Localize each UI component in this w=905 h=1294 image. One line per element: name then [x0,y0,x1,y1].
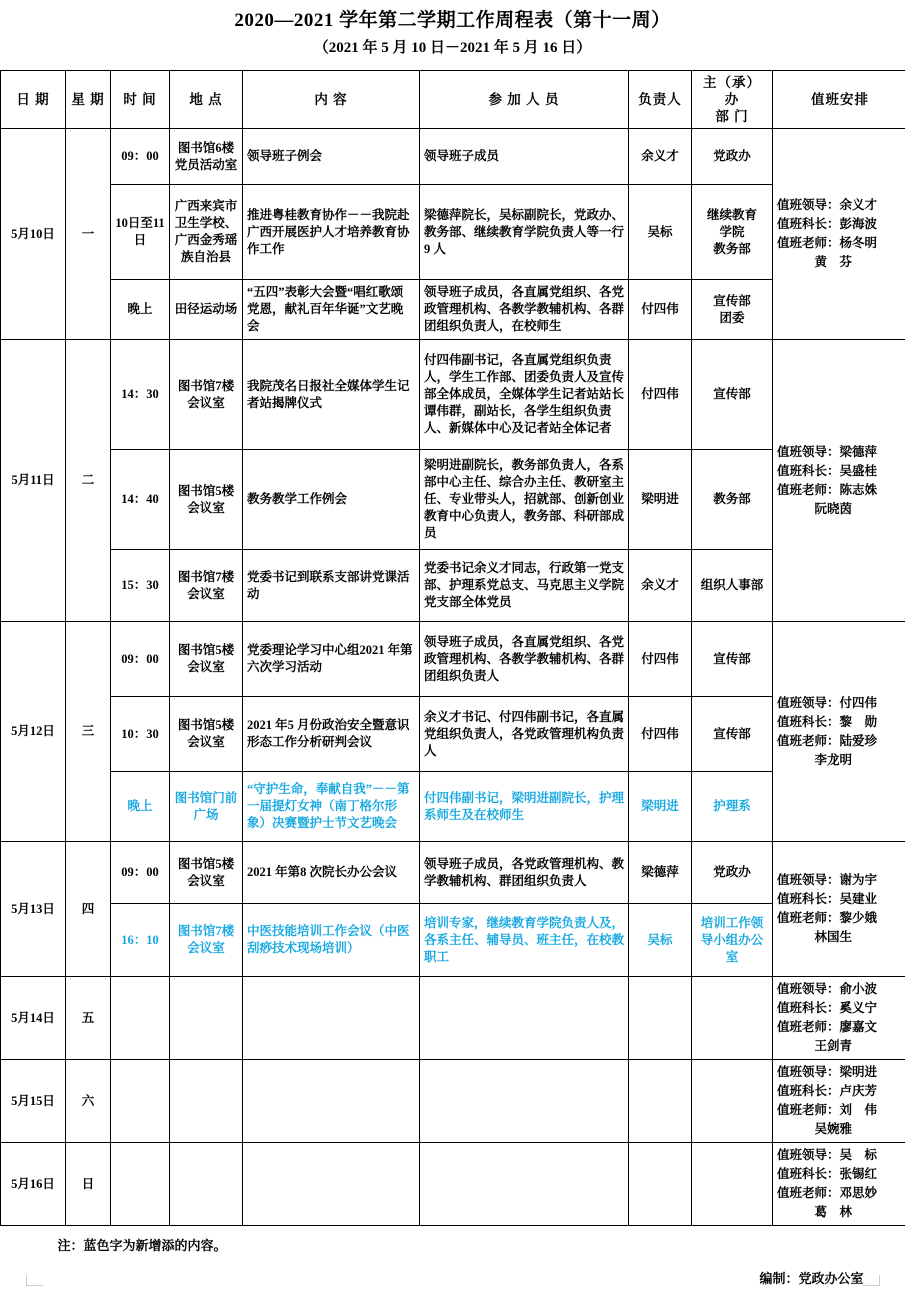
table-row [1,904,905,977]
duty-line: 值班领导：梁明进 [777,1063,903,1082]
table-body [1,129,905,1226]
table-row [1,340,905,450]
cell-duty-schedule [773,842,905,977]
cell-department: 宣传部 团委 [692,280,773,340]
cell-place [170,977,243,1060]
cell-weekday: 六 [66,1060,111,1143]
table-row [1,622,905,697]
duty-line: 值班科长：彭海波 [777,215,903,234]
cell-weekday: 四 [66,842,111,977]
duty-line: 值班领导：梁德萍 [777,443,903,462]
table-row [1,842,905,904]
cell-duty-schedule [773,622,905,842]
cell-department: 继续教育 学院 教务部 [692,185,773,280]
cell-time: 16：10 [111,904,170,977]
header-row [1,71,905,129]
duty-line: 值班领导：余义才 [777,196,903,215]
cell-owner: 付四伟 [629,280,692,340]
cell-place: 田径运动场 [170,280,243,340]
cell-date: 5月14日 [1,977,66,1060]
cell-participants: 领导班子成员，各直属党组织、各党政管理机构、各教学教辅机构、各群团组织负责人，在校师生 [420,280,629,340]
column-header-department-line2: 部 门 [715,109,748,124]
duty-line: 值班科长：吴盛桂 [777,462,903,481]
cell-department: 党政办 [692,129,773,185]
cell-date: 5月16日 [1,1143,66,1226]
cell-time: 10：30 [111,697,170,772]
duty-line: 值班老师：黎少娥 [777,909,903,928]
table-row [1,1143,905,1226]
cell-time: 晚上 [111,772,170,842]
table-row [1,1060,905,1143]
duty-line: 值班领导：吴 标 [777,1146,903,1165]
duty-line: 吴婉雅 [777,1120,903,1139]
page-subtitle: （2021 年 5 月 10 日－2021 年 5 月 16 日） [0,36,905,60]
column-header-department [692,71,773,129]
page-corner-mark-right [863,1275,880,1286]
table-row [1,450,905,550]
duty-line: 值班老师：杨冬明 [777,234,903,253]
cell-participants: 培训专家，继续教育学院负责人及，各系主任、辅导员、班主任，在校教职工 [420,904,629,977]
cell-place: 图书馆门前广场 [170,772,243,842]
cell-content: 我院茂名日报社全媒体学生记者站揭牌仪式 [243,340,420,450]
cell-owner [629,977,692,1060]
cell-duty-schedule [773,340,905,622]
duty-line: 黄 芬 [777,253,903,272]
cell-content [243,977,420,1060]
footer-maker: 编制：党政办公室 [16,1264,890,1294]
cell-date: 5月15日 [1,1060,66,1143]
footer-note: 注：蓝色字为新增添的内容。 [16,1234,890,1258]
cell-weekday: 三 [66,622,111,842]
cell-owner: 吴标 [629,185,692,280]
column-header-owner: 负责人 [629,71,692,129]
cell-department: 宣传部 [692,340,773,450]
cell-time: 09：00 [111,129,170,185]
cell-place: 图书馆5楼会议室 [170,842,243,904]
cell-participants: 梁明进副院长，教务部负责人，各系部中心主任、综合办主任、教研室主任、专业带头人，招就部、创新创业教育中心负责人，教务部、科研部成员 [420,450,629,550]
duty-line: 李龙明 [777,751,903,770]
cell-duty-schedule [773,1060,905,1143]
duty-line: 值班科长：黎 勋 [777,713,903,732]
table-header [1,71,905,129]
cell-time: 15：30 [111,550,170,622]
cell-place: 图书馆7楼会议室 [170,340,243,450]
duty-line: 阮晓茵 [777,500,903,519]
cell-owner [629,1060,692,1143]
cell-place: 图书馆5楼会议室 [170,622,243,697]
cell-participants [420,1060,629,1143]
cell-content: 党委理论学习中心组2021 年第六次学习活动 [243,622,420,697]
cell-owner: 余义才 [629,129,692,185]
cell-owner: 付四伟 [629,697,692,772]
cell-content: 教务教学工作例会 [243,450,420,550]
duty-line: 值班老师：廖嘉文 [777,1018,903,1037]
cell-owner: 梁德萍 [629,842,692,904]
title-block [0,0,905,60]
cell-time: 晚上 [111,280,170,340]
column-header-duty: 值班安排 [773,71,905,129]
cell-time: 14：30 [111,340,170,450]
cell-participants [420,977,629,1060]
cell-place: 图书馆5楼会议室 [170,450,243,550]
cell-place: 广西来宾市卫生学校、广西金秀瑶族自治县 [170,185,243,280]
cell-time [111,1060,170,1143]
cell-content: 领导班子例会 [243,129,420,185]
cell-owner [629,1143,692,1226]
table-row [1,977,905,1060]
cell-department: 教务部 [692,450,773,550]
cell-weekday: 一 [66,129,111,340]
cell-time: 09：00 [111,842,170,904]
cell-owner: 付四伟 [629,340,692,450]
cell-owner: 余义才 [629,550,692,622]
cell-content: 推进粤桂教育协作－－我院赴广西开展医护人才培养教育协作工作 [243,185,420,280]
duty-line: 值班科长：卢庆芳 [777,1082,903,1101]
cell-content [243,1060,420,1143]
cell-time [111,1143,170,1226]
column-header-weekday: 星 期 [66,71,111,129]
cell-content: 党委书记到联系支部讲党课活动 [243,550,420,622]
cell-content: 中医技能培训工作会议（中医刮痧技术现场培训） [243,904,420,977]
cell-department: 组织人事部 [692,550,773,622]
cell-time: 10日至11日 [111,185,170,280]
column-header-date: 日 期 [1,71,66,129]
column-header-content: 内 容 [243,71,420,129]
cell-content: “五四”表彰大会暨“唱红歌颂党恩，献礼百年华诞”文艺晚会 [243,280,420,340]
table-row [1,697,905,772]
duty-line: 葛 林 [777,1203,903,1222]
cell-time: 09：00 [111,622,170,697]
cell-participants: 付四伟副书记，各直属党组织负责人，学生工作部、团委负责人及宣传部全体成员，全媒体学生记者站站长谭伟群，副站长，各学生组织负责人、新媒体中心及记者站全体记者 [420,340,629,450]
cell-participants: 领导班子成员 [420,129,629,185]
cell-weekday: 五 [66,977,111,1060]
cell-place [170,1143,243,1226]
cell-time [111,977,170,1060]
cell-date: 5月10日 [1,129,66,340]
page-title: 2020—2021 学年第二学期工作周程表（第十一周） [0,8,905,34]
cell-owner: 梁明进 [629,450,692,550]
cell-department: 护理系 [692,772,773,842]
cell-participants: 领导班子成员，各直属党组织、各党政管理机构、各教学教辅机构、各群团组织负责人 [420,622,629,697]
cell-date: 5月11日 [1,340,66,622]
cell-owner: 梁明进 [629,772,692,842]
duty-line: 值班老师：陈志姝 [777,481,903,500]
table-row [1,550,905,622]
cell-department: 宣传部 [692,697,773,772]
table-row [1,772,905,842]
cell-place: 图书馆7楼会议室 [170,904,243,977]
cell-owner: 付四伟 [629,622,692,697]
duty-line: 林国生 [777,928,903,947]
cell-department: 党政办 [692,842,773,904]
cell-duty-schedule [773,977,905,1060]
duty-line: 值班领导：谢为宇 [777,871,903,890]
column-header-time: 时 间 [111,71,170,129]
duty-line: 值班领导：俞小波 [777,980,903,999]
cell-participants: 领导班子成员，各党政管理机构、教学教辅机构、群团组织负责人 [420,842,629,904]
table-row [1,280,905,340]
cell-participants: 梁德萍院长，吴标副院长，党政办、教务部、继续教育学院负责人等一行 9 人 [420,185,629,280]
column-header-department-line1: 主（承）办 [703,75,761,107]
page-corner-mark-left [26,1275,43,1286]
cell-participants: 余义才书记、付四伟副书记，各直属党组织负责人，各党政管理机构负责人 [420,697,629,772]
cell-department [692,1060,773,1143]
table-row [1,185,905,280]
column-header-place: 地 点 [170,71,243,129]
cell-weekday: 日 [66,1143,111,1226]
table-row [1,129,905,185]
cell-participants: 党委书记余义才同志，行政第一党支部、护理系党总支、马克思主义学院党支部全体党员 [420,550,629,622]
duty-line: 值班领导：付四伟 [777,694,903,713]
cell-participants: 付四伟副书记，梁明进副院长，护理系师生及在校师生 [420,772,629,842]
duty-line: 值班老师：刘 伟 [777,1101,903,1120]
cell-content: 2021 年第8 次院长办公会议 [243,842,420,904]
cell-date: 5月13日 [1,842,66,977]
duty-line: 值班科长：张锡红 [777,1165,903,1184]
cell-department: 宣传部 [692,622,773,697]
duty-line: 值班科长：奚义宁 [777,999,903,1018]
cell-place: 图书馆6楼党员活动室 [170,129,243,185]
cell-weekday: 二 [66,340,111,622]
cell-content: “守护生命，奉献自我”－－第一届提灯女神（南丁格尔形象）决赛暨护士节文艺晚会 [243,772,420,842]
cell-owner: 吴标 [629,904,692,977]
duty-line: 值班科长：吴建业 [777,890,903,909]
schedule-table [0,70,905,1226]
duty-line: 王剑青 [777,1037,903,1056]
footer [16,1234,890,1294]
cell-date: 5月12日 [1,622,66,842]
duty-line: 值班老师：陆爱珍 [777,732,903,751]
cell-duty-schedule [773,129,905,340]
cell-place [170,1060,243,1143]
cell-time: 14：40 [111,450,170,550]
cell-place: 图书馆7楼会议室 [170,550,243,622]
column-header-participants: 参 加 人 员 [420,71,629,129]
cell-content: 2021 年5 月份政治安全暨意识形态工作分析研判会议 [243,697,420,772]
duty-line: 值班老师：邓思妙 [777,1184,903,1203]
cell-department [692,1143,773,1226]
cell-participants [420,1143,629,1226]
cell-department: 培训工作领导小组办公室 [692,904,773,977]
cell-duty-schedule [773,1143,905,1226]
cell-place: 图书馆5楼会议室 [170,697,243,772]
cell-content [243,1143,420,1226]
cell-department [692,977,773,1060]
